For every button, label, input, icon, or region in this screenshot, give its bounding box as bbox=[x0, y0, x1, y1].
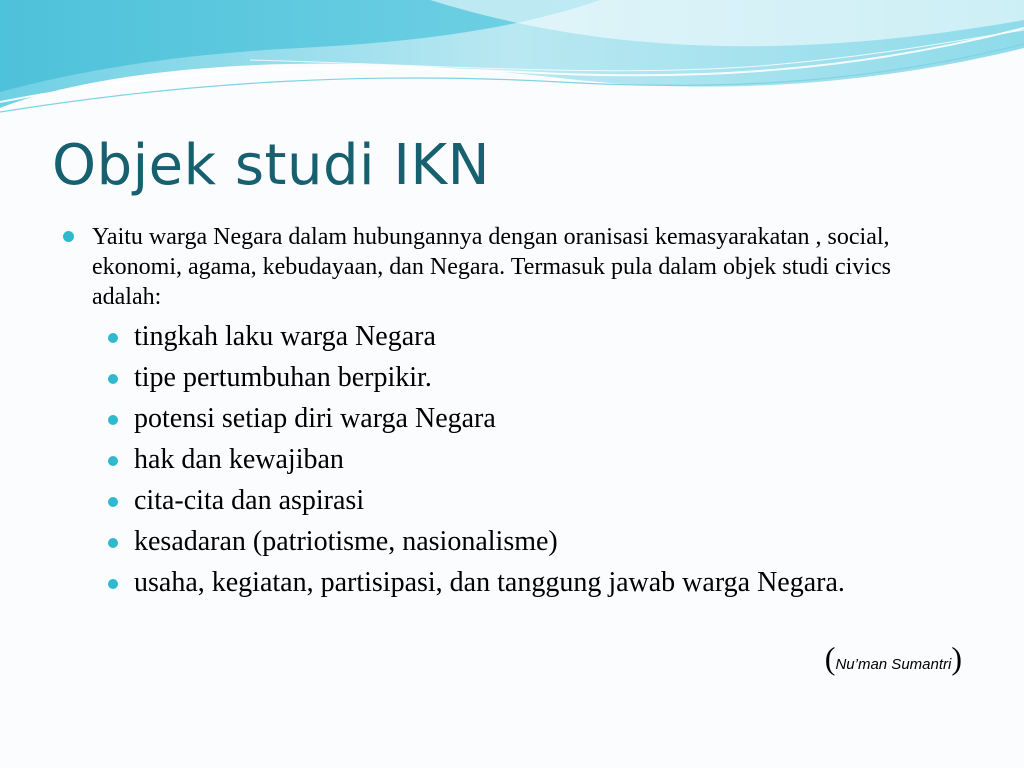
slide-title: Objek studi IKN bbox=[52, 133, 491, 198]
bullet-icon bbox=[108, 497, 118, 507]
list-item bbox=[60, 443, 960, 477]
list-item-text: tingkah laku warga Negara bbox=[134, 321, 436, 352]
citation-author: Nu’man Sumantri bbox=[835, 656, 952, 673]
citation-open-paren: ( bbox=[824, 640, 836, 676]
citation bbox=[825, 640, 962, 677]
citation-close-paren: ) bbox=[951, 640, 962, 676]
list-item-text: potensi setiap diri warga Negara bbox=[134, 403, 496, 434]
list-item bbox=[60, 525, 960, 559]
bullet-icon bbox=[63, 231, 74, 242]
intro-text: Yaitu warga Negara dalam hubungannya dengan oranisasi kemasyarakatan , social, ekonomi, agama, kebudayaan, dan Negara. Termasuk pula dalam objek studi civics adalah: bbox=[92, 224, 891, 310]
objects-list bbox=[60, 320, 960, 600]
list-item bbox=[60, 484, 960, 518]
list-item bbox=[60, 320, 960, 354]
list-item-text: cita-cita dan aspirasi bbox=[134, 485, 365, 516]
list-item-text: usaha, kegiatan, partisipasi, dan tanggung jawab warga Negara. bbox=[134, 567, 845, 598]
header-wave-decoration bbox=[0, 0, 1024, 120]
list-item-text: tipe pertumbuhan berpikir. bbox=[134, 362, 432, 393]
bullet-icon bbox=[108, 415, 118, 425]
bullet-icon bbox=[108, 333, 118, 343]
bullet-icon bbox=[108, 456, 118, 466]
list-item-text: kesadaran (patriotisme, nasionalisme) bbox=[134, 526, 558, 557]
list-item bbox=[60, 566, 960, 600]
slide-body bbox=[60, 222, 960, 607]
bullet-icon bbox=[108, 538, 118, 548]
intro-bullet bbox=[60, 222, 960, 312]
bullet-icon bbox=[108, 374, 118, 384]
bullet-icon bbox=[108, 579, 118, 589]
list-item bbox=[60, 361, 960, 395]
list-item bbox=[60, 402, 960, 436]
list-item-text: hak dan kewajiban bbox=[134, 444, 344, 475]
